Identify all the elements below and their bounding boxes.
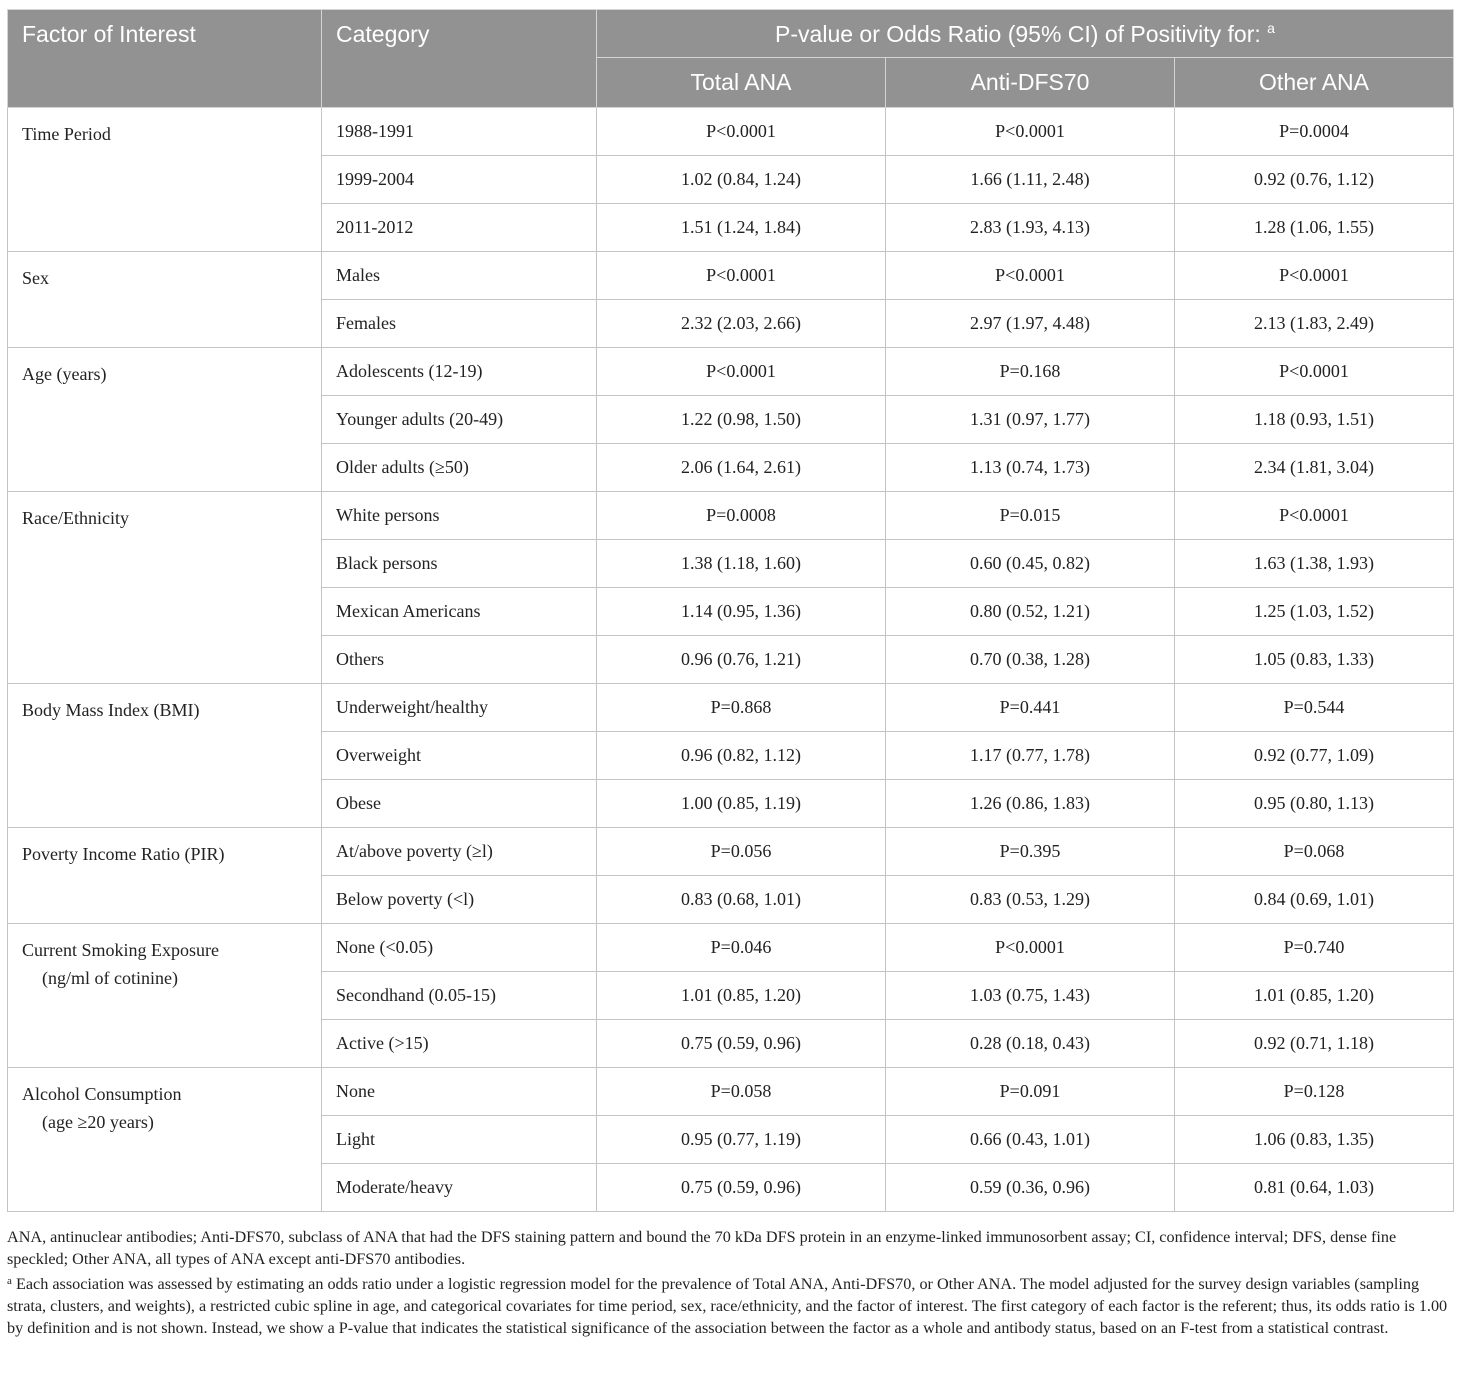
category-cell: None [322, 1068, 597, 1116]
category-cell: Females [322, 300, 597, 348]
anti-dfs70-cell: P<0.0001 [886, 252, 1175, 300]
anti-dfs70-cell: P<0.0001 [886, 924, 1175, 972]
factor-label: Age (years) [22, 364, 107, 384]
table-row [8, 684, 1454, 732]
results-table-container [7, 9, 1453, 1212]
odds-ratio-table [7, 9, 1454, 1212]
factor-cell [8, 492, 322, 684]
table-row [8, 348, 1454, 396]
header-other-ana: Other ANA [1175, 58, 1454, 108]
total-ana-cell: 0.95 (0.77, 1.19) [597, 1116, 886, 1164]
factor-cell [8, 924, 322, 1068]
other-ana-cell: P=0.544 [1175, 684, 1454, 732]
total-ana-cell: P=0.046 [597, 924, 886, 972]
anti-dfs70-cell: P=0.015 [886, 492, 1175, 540]
other-ana-cell: P<0.0001 [1175, 252, 1454, 300]
table-row [8, 252, 1454, 300]
anti-dfs70-cell: 0.70 (0.38, 1.28) [886, 636, 1175, 684]
other-ana-cell: 2.34 (1.81, 3.04) [1175, 444, 1454, 492]
other-ana-cell: 0.84 (0.69, 1.01) [1175, 876, 1454, 924]
category-cell: Secondhand (0.05-15) [322, 972, 597, 1020]
total-ana-cell: 1.22 (0.98, 1.50) [597, 396, 886, 444]
total-ana-cell: 0.75 (0.59, 0.96) [597, 1164, 886, 1212]
other-ana-cell: P=0.740 [1175, 924, 1454, 972]
other-ana-cell: P=0.0004 [1175, 108, 1454, 156]
table-body [8, 108, 1454, 1212]
anti-dfs70-cell: 1.31 (0.97, 1.77) [886, 396, 1175, 444]
anti-dfs70-cell: 0.80 (0.52, 1.21) [886, 588, 1175, 636]
anti-dfs70-cell: P=0.441 [886, 684, 1175, 732]
other-ana-cell: 1.06 (0.83, 1.35) [1175, 1116, 1454, 1164]
category-cell: Younger adults (20-49) [322, 396, 597, 444]
anti-dfs70-cell: P=0.395 [886, 828, 1175, 876]
total-ana-cell: 1.00 (0.85, 1.19) [597, 780, 886, 828]
factor-cell [8, 1068, 322, 1212]
category-cell: Others [322, 636, 597, 684]
category-cell: Light [322, 1116, 597, 1164]
abbreviations-note: ANA, antinuclear antibodies; Anti-DFS70, subclass of ANA that had the DFS staining pattern and bound the 70 kDa DFS protein in an enzyme-linked immunosorbent assay; CI, confidence interval; DFS, dense fine speckled; Other ANA, all types of ANA except anti-DFS70 antibodies. [7, 1228, 1397, 1268]
other-ana-cell: 1.05 (0.83, 1.33) [1175, 636, 1454, 684]
anti-dfs70-cell: 0.66 (0.43, 1.01) [886, 1116, 1175, 1164]
factor-label: Time Period [22, 124, 111, 144]
other-ana-cell: 0.81 (0.64, 1.03) [1175, 1164, 1454, 1212]
factor-cell [8, 108, 322, 252]
table-row [8, 492, 1454, 540]
factor-label: Race/Ethnicity [22, 508, 129, 528]
anti-dfs70-cell: 1.13 (0.74, 1.73) [886, 444, 1175, 492]
other-ana-cell: P=0.128 [1175, 1068, 1454, 1116]
total-ana-cell: P=0.058 [597, 1068, 886, 1116]
table-row [8, 108, 1454, 156]
header-footnote-mark: a [1267, 19, 1275, 36]
anti-dfs70-cell: P=0.168 [886, 348, 1175, 396]
factor-label: Sex [22, 268, 49, 288]
other-ana-cell: 1.63 (1.38, 1.93) [1175, 540, 1454, 588]
other-ana-cell: 0.95 (0.80, 1.13) [1175, 780, 1454, 828]
factor-cell [8, 828, 322, 924]
other-ana-cell: 2.13 (1.83, 2.49) [1175, 300, 1454, 348]
anti-dfs70-cell: 2.83 (1.93, 4.13) [886, 204, 1175, 252]
factor-sublabel: (age ≥20 years) [42, 1112, 154, 1132]
total-ana-cell: P=0.868 [597, 684, 886, 732]
other-ana-cell: 0.92 (0.77, 1.09) [1175, 732, 1454, 780]
other-ana-cell: P=0.068 [1175, 828, 1454, 876]
other-ana-cell: 1.01 (0.85, 1.20) [1175, 972, 1454, 1020]
total-ana-cell: 1.14 (0.95, 1.36) [597, 588, 886, 636]
total-ana-cell: P<0.0001 [597, 348, 886, 396]
category-cell: Obese [322, 780, 597, 828]
category-cell: Mexican Americans [322, 588, 597, 636]
other-ana-cell: P<0.0001 [1175, 348, 1454, 396]
anti-dfs70-cell: 1.17 (0.77, 1.78) [886, 732, 1175, 780]
factor-label: Alcohol Consumption [22, 1084, 182, 1104]
anti-dfs70-cell: 2.97 (1.97, 4.48) [886, 300, 1175, 348]
anti-dfs70-cell: 1.03 (0.75, 1.43) [886, 972, 1175, 1020]
total-ana-cell: 0.96 (0.82, 1.12) [597, 732, 886, 780]
other-ana-cell: 0.92 (0.71, 1.18) [1175, 1020, 1454, 1068]
footnote-mark: a [7, 1275, 12, 1287]
other-ana-cell: 1.28 (1.06, 1.55) [1175, 204, 1454, 252]
category-cell: Older adults (≥50) [322, 444, 597, 492]
anti-dfs70-cell: 0.60 (0.45, 0.82) [886, 540, 1175, 588]
header-span-title: P-value or Odds Ratio (95% CI) of Positivity for: [775, 20, 1261, 47]
category-cell: Below poverty (<l) [322, 876, 597, 924]
anti-dfs70-cell: 0.83 (0.53, 1.29) [886, 876, 1175, 924]
factor-label: Current Smoking Exposure [22, 940, 219, 960]
total-ana-cell: P=0.0008 [597, 492, 886, 540]
total-ana-cell: 2.06 (1.64, 2.61) [597, 444, 886, 492]
factor-cell [8, 684, 322, 828]
table-row [8, 924, 1454, 972]
category-cell: Active (>15) [322, 1020, 597, 1068]
anti-dfs70-cell: 1.66 (1.11, 2.48) [886, 156, 1175, 204]
category-cell: Moderate/heavy [322, 1164, 597, 1212]
header-factor: Factor of Interest [8, 10, 322, 108]
footnote-a [7, 1270, 1455, 1339]
factor-label: Poverty Income Ratio (PIR) [22, 844, 225, 864]
category-cell: None (<0.05) [322, 924, 597, 972]
factor-label: Body Mass Index (BMI) [22, 700, 200, 720]
anti-dfs70-cell: 0.59 (0.36, 0.96) [886, 1164, 1175, 1212]
total-ana-cell: 1.51 (1.24, 1.84) [597, 204, 886, 252]
other-ana-cell: 1.25 (1.03, 1.52) [1175, 588, 1454, 636]
category-cell: Adolescents (12-19) [322, 348, 597, 396]
total-ana-cell: P=0.056 [597, 828, 886, 876]
category-cell: 2011-2012 [322, 204, 597, 252]
anti-dfs70-cell: P<0.0001 [886, 108, 1175, 156]
category-cell: At/above poverty (≥l) [322, 828, 597, 876]
header-span [597, 10, 1454, 58]
table-notes [7, 1226, 1455, 1339]
factor-cell [8, 348, 322, 492]
total-ana-cell: 2.32 (2.03, 2.66) [597, 300, 886, 348]
table-row [8, 1068, 1454, 1116]
footnote-text: Each association was assessed by estimating an odds ratio under a logistic regression model for the prevalence of Total ANA, Anti-DFS70, or Other ANA. The model adjusted for the survey design variables (sampling strata, clusters, and weights), a restricted cubic spline in age, and categorical covariates for time period, sex, race/ethnicity, and the factor of interest. The first category of each factor is the referent; thus, its odds ratio is 1.00 by definition and is not shown. Instead, we show a P-value that indicates the statistical significance of the association between the factor as a whole and antibody status, based on an F-test from a statistical contrast. [7, 1275, 1448, 1337]
total-ana-cell: 1.38 (1.18, 1.60) [597, 540, 886, 588]
other-ana-cell: P<0.0001 [1175, 492, 1454, 540]
category-cell: Underweight/healthy [322, 684, 597, 732]
factor-cell [8, 252, 322, 348]
total-ana-cell: P<0.0001 [597, 108, 886, 156]
anti-dfs70-cell: P=0.091 [886, 1068, 1175, 1116]
other-ana-cell: 0.92 (0.76, 1.12) [1175, 156, 1454, 204]
header-row-1 [8, 10, 1454, 58]
category-cell: White persons [322, 492, 597, 540]
category-cell: 1999-2004 [322, 156, 597, 204]
total-ana-cell: 1.01 (0.85, 1.20) [597, 972, 886, 1020]
anti-dfs70-cell: 1.26 (0.86, 1.83) [886, 780, 1175, 828]
other-ana-cell: 1.18 (0.93, 1.51) [1175, 396, 1454, 444]
factor-sublabel: (ng/ml of cotinine) [42, 968, 178, 988]
header-anti-dfs70: Anti-DFS70 [886, 58, 1175, 108]
total-ana-cell: 0.83 (0.68, 1.01) [597, 876, 886, 924]
total-ana-cell: 1.02 (0.84, 1.24) [597, 156, 886, 204]
table-row [8, 828, 1454, 876]
anti-dfs70-cell: 0.28 (0.18, 0.43) [886, 1020, 1175, 1068]
header-category: Category [322, 10, 597, 108]
category-cell: Males [322, 252, 597, 300]
category-cell: Black persons [322, 540, 597, 588]
total-ana-cell: 0.75 (0.59, 0.96) [597, 1020, 886, 1068]
category-cell: Overweight [322, 732, 597, 780]
category-cell: 1988-1991 [322, 108, 597, 156]
header-total-ana: Total ANA [597, 58, 886, 108]
total-ana-cell: 0.96 (0.76, 1.21) [597, 636, 886, 684]
total-ana-cell: P<0.0001 [597, 252, 886, 300]
